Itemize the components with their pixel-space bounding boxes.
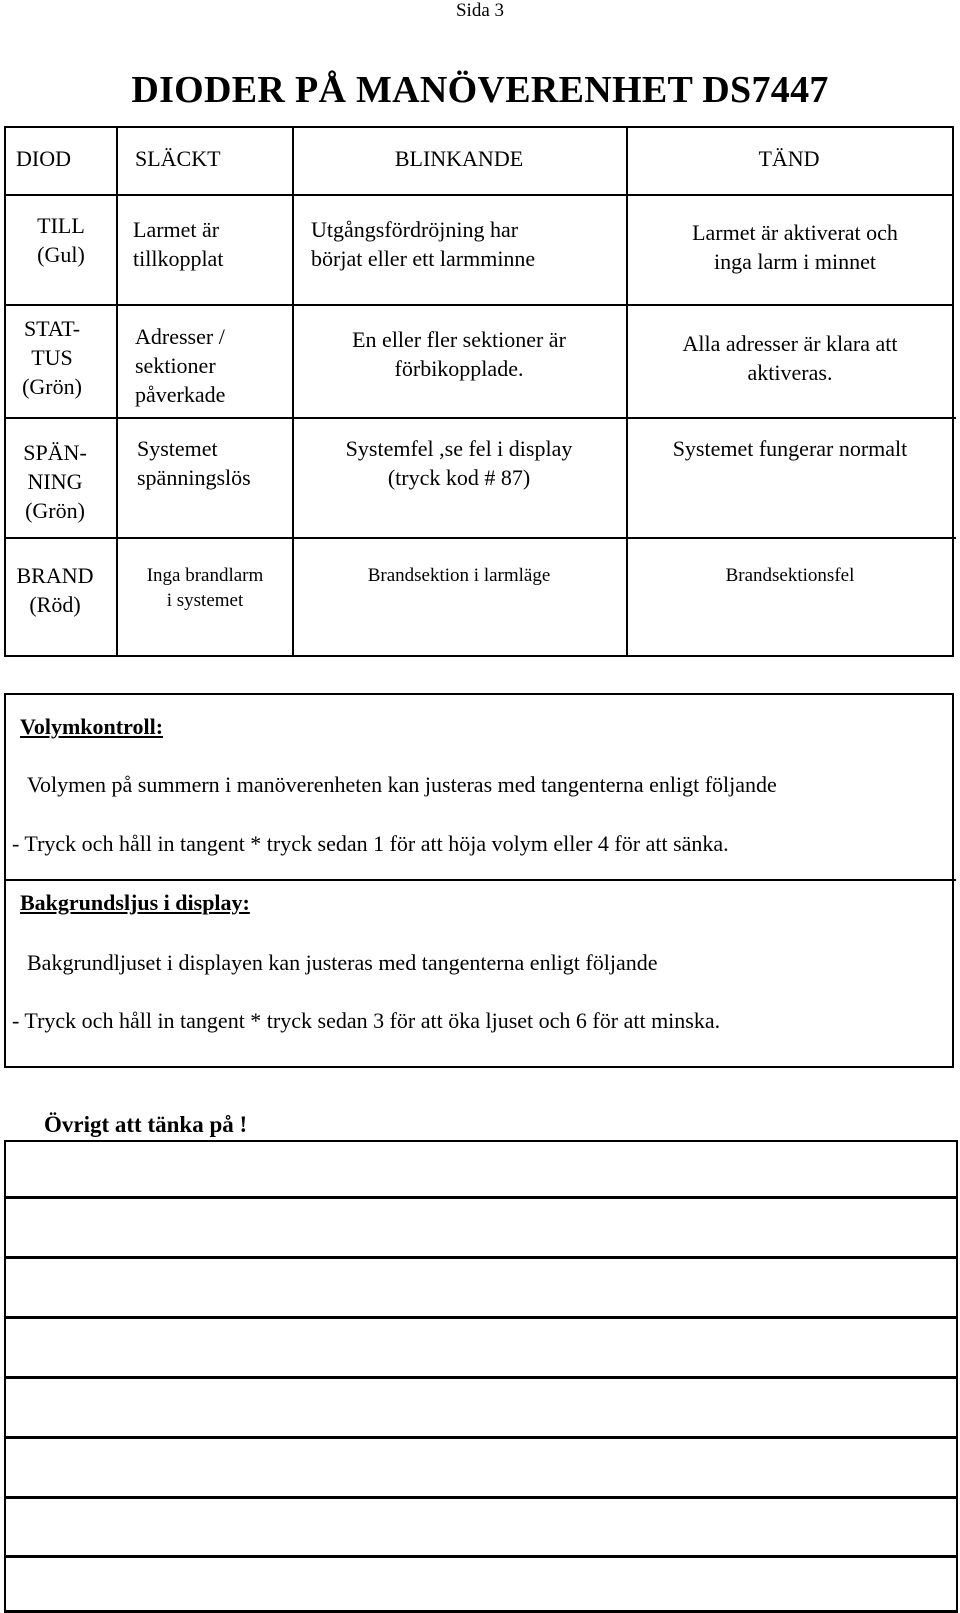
cell-slackt-status: Adresser / sektioner påverkade bbox=[135, 324, 226, 407]
cell-diod-till: TILL (Gul) bbox=[37, 213, 85, 267]
note-line bbox=[4, 1256, 958, 1259]
note-line bbox=[4, 1496, 958, 1499]
note-line bbox=[4, 1436, 958, 1439]
cell-tand-brand: Brandsektionsfel bbox=[725, 565, 855, 586]
cell-blinkande-spanning: Systemfel ,se fel i display (tryck kod # 87) bbox=[345, 436, 573, 490]
note-line bbox=[4, 1555, 958, 1558]
cell-diod-status: STAT- TUS (Grön) bbox=[22, 316, 82, 399]
table-rule bbox=[4, 537, 956, 539]
cell-diod-spanning: SPÄN- NING (Grön) bbox=[23, 440, 87, 523]
note-border bbox=[956, 1140, 958, 1613]
note-line bbox=[4, 1316, 958, 1319]
table-rule bbox=[4, 126, 954, 128]
note-line bbox=[4, 1140, 958, 1142]
cell-slackt-brand: Inga brandlarm i systemet bbox=[146, 565, 264, 611]
cell-blinkande-status: En eller fler sektioner är förbikopplade. bbox=[352, 327, 566, 381]
header-blinkande: BLINKANDE bbox=[394, 146, 524, 171]
volume-heading: Volymkontroll: bbox=[20, 714, 164, 739]
cell-slackt-spanning: Systemet spänningslös bbox=[137, 436, 251, 490]
backlight-instruction: - Tryck och håll in tangent * tryck sedan 3 för att öka ljuset och 6 för att minska. bbox=[12, 1008, 721, 1033]
misc-heading: Övrigt att tänka på ! bbox=[44, 1112, 248, 1137]
backlight-heading: Bakgrundsljus i display: bbox=[20, 890, 250, 915]
page-title: DIODER PÅ MANÖVERENHET DS7447 bbox=[131, 69, 829, 111]
note-border bbox=[4, 1140, 6, 1613]
volume-description: Volymen på summern i manöverenheten kan justeras med tangenterna enligt följande bbox=[27, 772, 777, 797]
table-rule bbox=[4, 655, 954, 657]
table-rule bbox=[4, 417, 956, 419]
note-line bbox=[4, 1376, 958, 1379]
notes-lines bbox=[4, 1140, 958, 1613]
box-divider bbox=[4, 879, 956, 881]
volume-instruction: - Tryck och håll in tangent * tryck sedan 1 för att höja volym eller 4 för att sänka. bbox=[12, 831, 729, 856]
cell-tand-till: Larmet är aktiverat och inga larm i minnet bbox=[692, 220, 898, 274]
table-rule bbox=[4, 304, 954, 306]
cell-diod-brand: BRAND (Röd) bbox=[16, 563, 94, 617]
cell-blinkande-till: Utgångsfördröjning har börjat eller ett larmminne bbox=[311, 217, 536, 271]
header-diod: DIOD bbox=[16, 146, 71, 171]
backlight-description: Bakgrundljuset i displayen kan justeras med tangenterna enligt följande bbox=[27, 950, 658, 975]
cell-blinkande-brand: Brandsektion i larmläge bbox=[367, 565, 551, 586]
cell-slackt-till: Larmet är tillkopplat bbox=[133, 217, 224, 271]
note-line bbox=[4, 1196, 958, 1199]
cell-tand-spanning: Systemet fungerar normalt bbox=[672, 436, 908, 461]
header-tand: TÄND bbox=[758, 146, 820, 171]
table-rule bbox=[952, 126, 954, 657]
cell-tand-status: Alla adresser är klara att aktiveras. bbox=[682, 331, 898, 385]
table-rule bbox=[4, 194, 954, 196]
page-number: Sida 3 bbox=[455, 0, 505, 21]
header-slackt: SLÄCKT bbox=[135, 146, 221, 171]
